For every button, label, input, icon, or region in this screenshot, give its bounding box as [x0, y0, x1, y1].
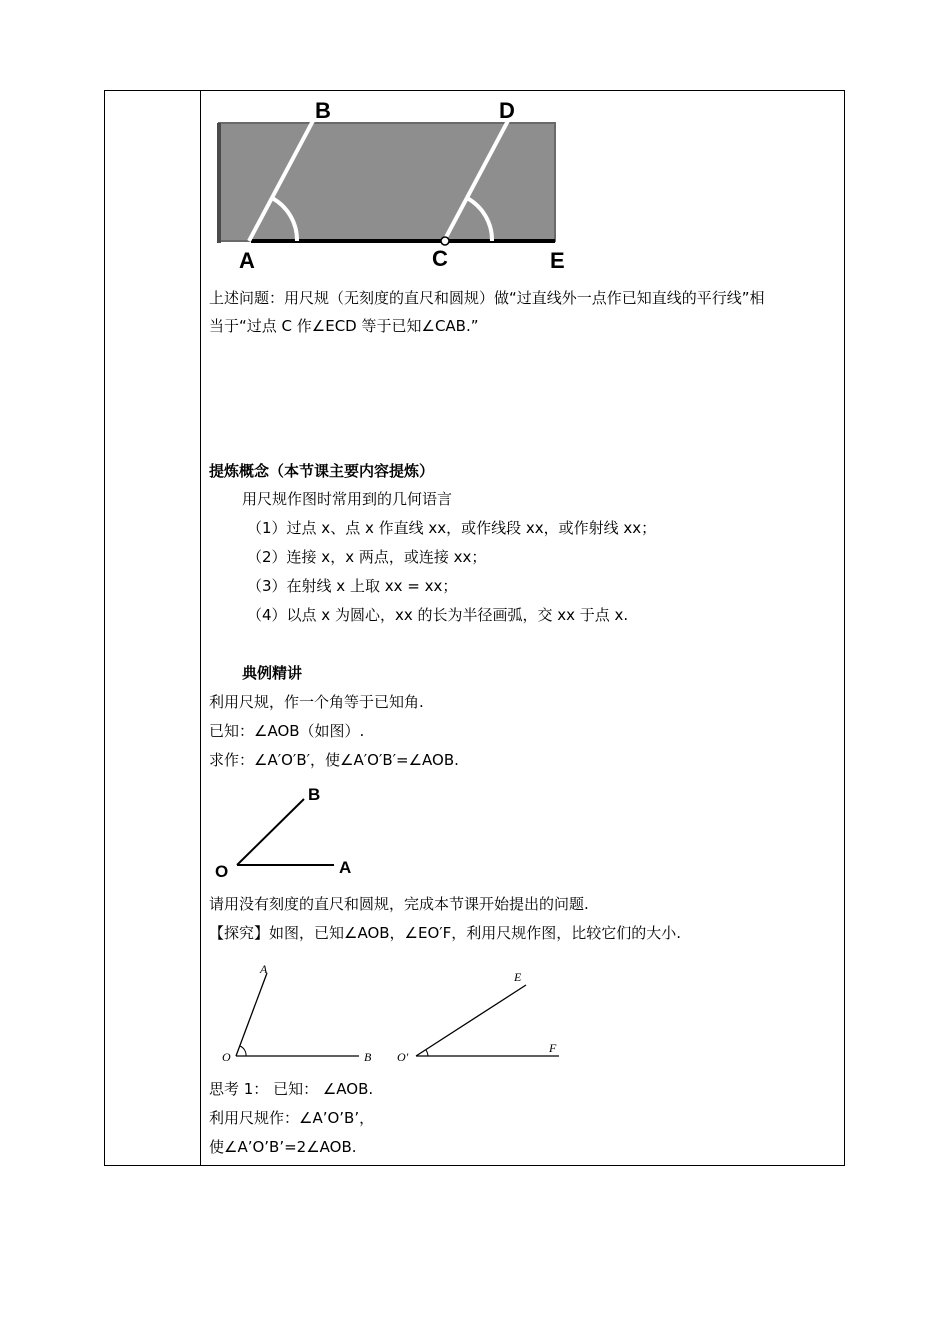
angle-arc-O2 — [426, 1050, 428, 1056]
ray-OA — [236, 973, 267, 1056]
concept-item-2: （2）连接 x，x 两点，或连接 xx； — [247, 548, 487, 566]
angle-aob-figure — [209, 781, 369, 881]
concept-item-1: （1）过点 x、点 x 作直线 xx，或作线段 xx，或作射线 xx； — [247, 519, 657, 537]
example-explore: 【探究】如图，已知∠AOB，∠EO′F，利用尺规作图，比较它们的大小. — [209, 924, 682, 942]
label-E: E — [514, 970, 522, 984]
intro-line-1: 上述问题：用尺规（无刻度的直尺和圆规）做“过直线外一点作已知直线的平行线”相 — [209, 289, 765, 307]
lesson-table — [104, 90, 845, 1166]
concept-item-4: （4）以点 x 为圆心，xx 的长为半径画弧，交 xx 于点 x. — [247, 606, 629, 624]
label-O2: O′ — [397, 1050, 409, 1064]
label-D: D — [499, 98, 515, 123]
label-A: A — [339, 858, 352, 877]
ray-OB — [237, 799, 304, 865]
label-B: B — [364, 1050, 372, 1064]
compare-angles-figure — [209, 953, 579, 1073]
example-heading: 典例精讲 — [242, 664, 303, 682]
parallel-construction-figure — [209, 91, 569, 276]
label-B: B — [308, 785, 321, 804]
label-B: B — [315, 98, 331, 123]
point-C — [441, 237, 449, 245]
concept-subtitle: 用尺规作图时常用到的几何语言 — [242, 490, 453, 508]
label-O: O — [215, 862, 229, 881]
think-line-1: 思考 1： 已知： ∠AOB. — [209, 1080, 374, 1098]
content-cell — [209, 91, 836, 1165]
column-divider — [200, 91, 201, 1165]
label-O: O — [222, 1050, 231, 1064]
angle-arc-O — [240, 1046, 246, 1056]
example-prompt: 请用没有刻度的直尺和圆规，完成本节课开始提出的问题. — [209, 895, 589, 913]
label-A: A — [260, 962, 268, 976]
example-find: 求作：∠A′O′B′，使∠A′O′B′=∠AOB. — [209, 751, 459, 769]
example-task: 利用尺规，作一个角等于已知角. — [209, 693, 424, 711]
label-F: F — [549, 1041, 557, 1055]
ruler-body — [219, 123, 555, 241]
intro-line-2: 当于“过点 C 作∠ECD 等于已知∠CAB.” — [209, 317, 479, 335]
ray-O2E — [416, 985, 526, 1056]
think-line-3: 使∠A’O’B’=2∠AOB. — [209, 1138, 357, 1156]
label-C: C — [432, 246, 448, 271]
label-A: A — [239, 248, 255, 273]
concept-item-3: （3）在射线 x 上取 xx = xx； — [247, 577, 458, 595]
label-E: E — [550, 248, 565, 273]
think-line-2: 利用尺规作：∠A’O’B’， — [209, 1109, 375, 1127]
concept-heading: 提炼概念（本节课主要内容提炼） — [209, 462, 435, 480]
example-given: 已知：∠AOB（如图）. — [209, 722, 365, 740]
